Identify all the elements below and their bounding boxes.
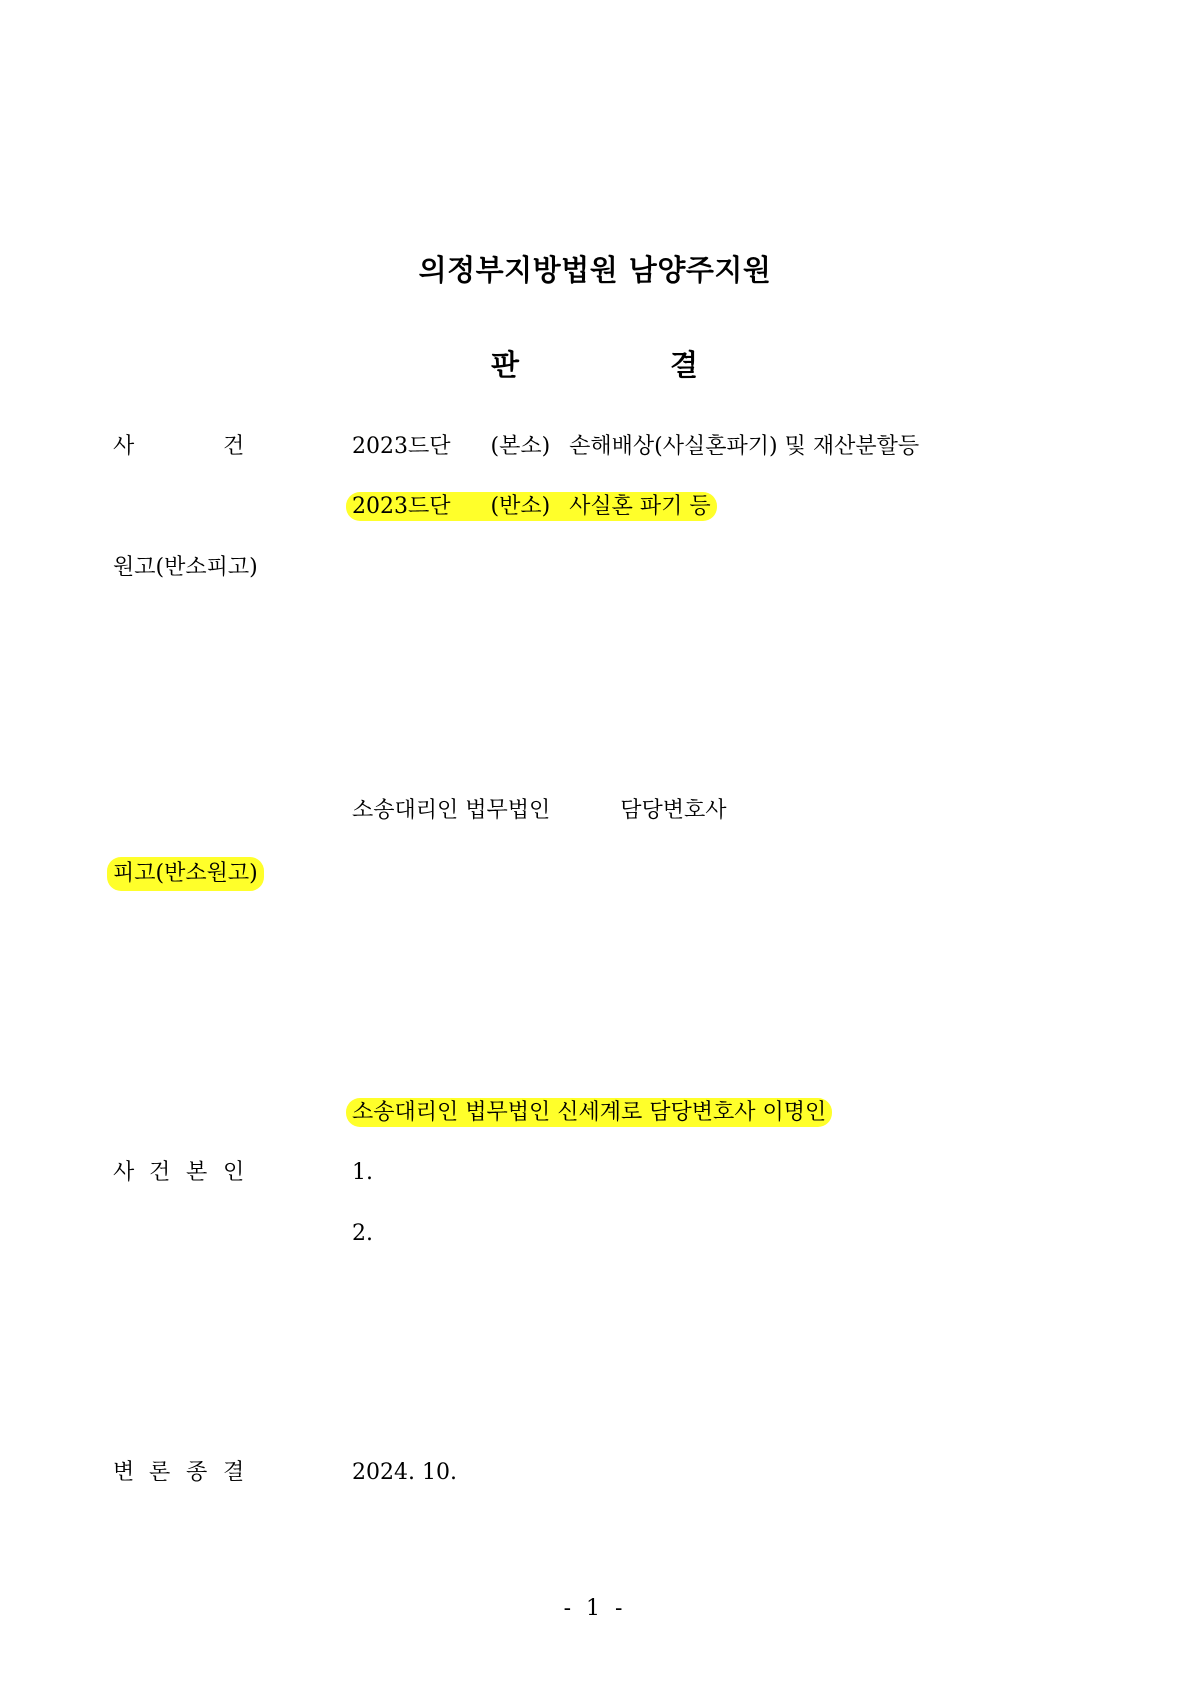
closing-label-char-4: 결 xyxy=(223,1460,245,1485)
defendant-agent-text: 소송대리인 법무법인 신세계로 담당변호사 이명인 xyxy=(346,1098,832,1127)
closing-label-char-3: 종 xyxy=(186,1460,208,1485)
closing-date: 2024. 10. xyxy=(352,1460,457,1485)
case-counter-number: 2023드단 xyxy=(352,494,451,519)
principal-item-2: 2. xyxy=(352,1221,373,1246)
case-counter-highlight xyxy=(346,492,717,521)
case-main-number: 2023드단 xyxy=(352,434,451,459)
principal-label-char-1: 사 xyxy=(113,1160,135,1185)
case-main-line xyxy=(352,432,919,462)
closing-label-char-1: 변 xyxy=(113,1460,135,1485)
court-name: 의정부지방법원 남양주지원 xyxy=(418,253,772,287)
document-title-right: 결 xyxy=(670,348,699,382)
case-counter-kind: (반소) xyxy=(490,494,551,519)
case-main-title: 손해배상(사실혼파기) 및 재산분할등 xyxy=(569,434,920,459)
principal-item-1: 1. xyxy=(352,1160,373,1185)
plaintiff-agent-lawyer: 담당변호사 xyxy=(620,798,727,823)
defendant-agent-line xyxy=(352,1098,832,1128)
case-counter-title: 사실혼 파기 등 xyxy=(569,494,711,519)
case-main-kind: (본소) xyxy=(490,434,551,459)
defendant-label-text: 피고(반소원고) xyxy=(107,857,264,891)
plaintiff-label-text: 원고(반소피고) xyxy=(113,555,258,580)
case-label-left: 사 xyxy=(113,434,135,459)
plaintiff-agent-line xyxy=(352,796,727,826)
case-label-right: 건 xyxy=(223,434,245,459)
principal-label-char-2: 건 xyxy=(149,1160,171,1185)
principal-label-char-4: 인 xyxy=(223,1160,245,1185)
closing-label-char-2: 론 xyxy=(149,1460,171,1485)
plaintiff-agent-prefix: 소송대리인 법무법인 xyxy=(352,798,551,823)
case-counter-line xyxy=(352,492,717,522)
principal-label-char-3: 본 xyxy=(186,1160,208,1185)
page-number: - 1 - xyxy=(563,1596,627,1621)
document-title-left: 판 xyxy=(491,348,520,382)
